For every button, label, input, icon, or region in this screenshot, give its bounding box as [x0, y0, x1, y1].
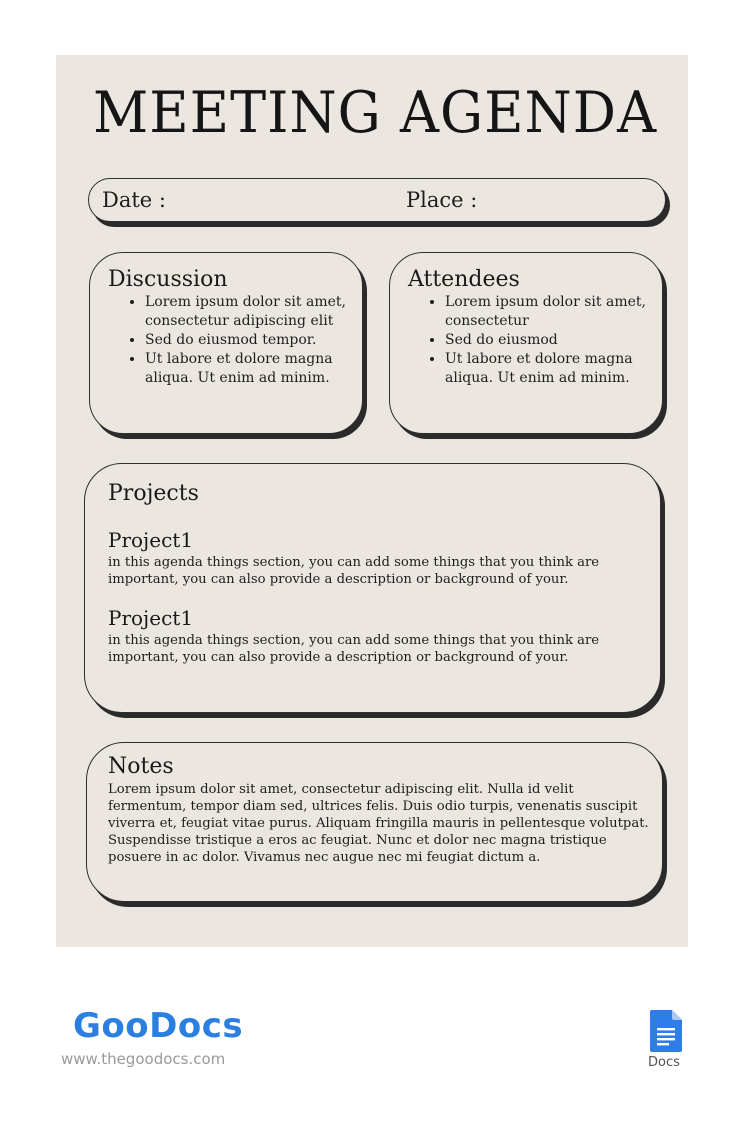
- notes-body: Lorem ipsum dolor sit amet, consectetur adipiscing elit. Nulla id velit fermentum, tempor diam sed, ultrices felis. Duis odio turpis, venenatis suscipit viverra et, feugiat vitae purus. Aliquam fringilla mauris in pellentesque volutpat. Suspendisse tristique a eros ac feugiat. Nunc et dolor nec magna tristique posuere in ac dolor. Vivamus nec augue nec mi feugiat dictum a.: [108, 782, 649, 865]
- discussion-card: [89, 252, 363, 434]
- project-description: in this agenda things section, you can add some things that you think are important, you can also provide a description or background of your.: [108, 633, 600, 665]
- attendees-card: [389, 252, 663, 434]
- project-description: in this agenda things section, you can add some things that you think are important, you can also provide a description or background of your.: [108, 555, 600, 587]
- google-docs-icon[interactable]: [650, 1010, 682, 1052]
- projects-title: Projects: [108, 481, 199, 506]
- list-item: • Lorem ipsum dolor sit amet, consectetur: [445, 293, 660, 331]
- attendees-title: Attendees: [408, 267, 520, 292]
- place-label: Place :: [406, 188, 478, 212]
- attendees-list: [427, 293, 660, 388]
- project-name: Project1: [108, 606, 194, 630]
- date-label: Date :: [102, 188, 166, 212]
- list-item: • Sed do eiusmod tempor.: [145, 331, 370, 350]
- goodocs-logo[interactable]: GooDocs: [73, 1006, 244, 1046]
- list-item: • Ut labore et dolore magna aliqua. Ut enim ad minim.: [145, 350, 370, 388]
- project-name: Project1: [108, 528, 194, 552]
- page-title: MEETING AGENDA: [92, 79, 658, 146]
- list-item: • Ut labore et dolore magna aliqua. Ut enim ad minim.: [445, 350, 660, 388]
- discussion-title: Discussion: [108, 267, 228, 292]
- list-item: • Sed do eiusmod: [445, 331, 660, 350]
- docs-label: Docs: [648, 1055, 680, 1070]
- discussion-list: [127, 293, 370, 388]
- notes-title: Notes: [108, 754, 174, 779]
- site-url[interactable]: www.thegoodocs.com: [61, 1050, 226, 1068]
- date-place-bar: [88, 178, 666, 222]
- notes-card: [86, 742, 663, 902]
- list-item: • Lorem ipsum dolor sit amet, consectetur adipiscing elit: [145, 293, 370, 331]
- projects-card: [84, 463, 661, 713]
